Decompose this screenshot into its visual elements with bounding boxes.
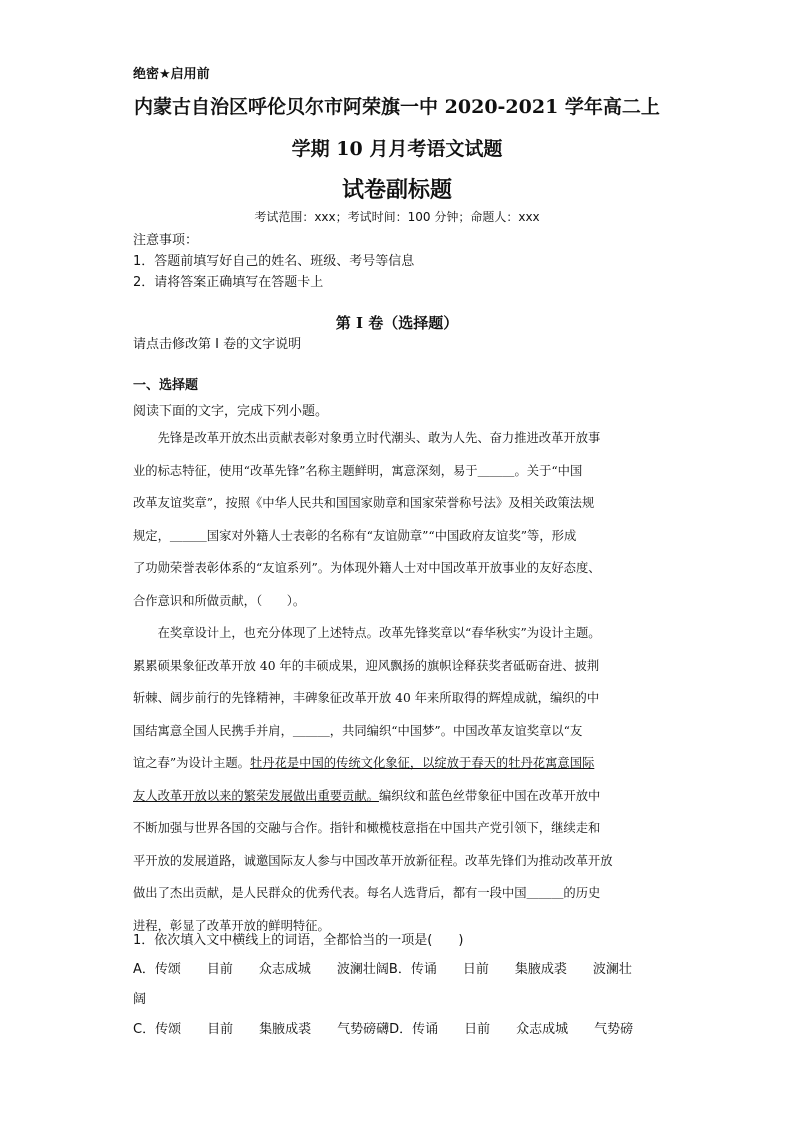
section-instruction: 阅读下面的文字，完成下列小题。: [133, 404, 329, 419]
passage-segment: 谊之春”为设计主题。: [133, 756, 250, 770]
passage-segment: 编织纹和蓝色丝带象征中国在改革开放中: [378, 788, 601, 803]
passage-line: 合作意识和所做贡献，（ ）。: [133, 593, 306, 608]
notes-heading: 注意事项：: [133, 233, 199, 248]
passage-line: 先锋是改革开放杰出贡献表彰对象勇立时代潮头、敢为人先、奋力推进改革开放事: [133, 431, 601, 445]
notes-item: 2．请将答案正确填写在答题卡上: [133, 275, 324, 290]
question-stem: 1．依次填入文中横线上的词语，全都恰当的一项是( ): [133, 933, 464, 948]
volume-title: 第 I 卷（选择题）: [335, 314, 459, 332]
notes-block: [133, 230, 414, 293]
passage-line: 斩棘、阔步前行的先锋精神，丰碑象征改革开放 40 年来所取得的辉煌成就，编织的中: [133, 691, 600, 705]
passage-line: 进程，彰显了改革开放的鲜明特征。: [133, 918, 330, 933]
option-b: B．传诵 日前 集腋成裘 波澜壮: [388, 962, 632, 977]
notes-item: 1．答题前填写好自己的姓名、班级、考号等信息: [133, 254, 415, 269]
passage-line: 国结寓意全国人民携手并肩，＿＿＿，共同编织“中国梦”。中国改革友谊奖章以“友: [133, 723, 583, 738]
exam-title-line1: 内蒙古自治区呼伦贝尔市阿荣旗一中 2020-2021 学年高二上: [134, 96, 660, 118]
passage-line: 了功勋荣誉表彰体系的“友谊系列”。为体现外籍人士对中国改革开放事业的友好态度、: [133, 561, 601, 575]
underlined-sentence-part2: 友人改革开放以来的繁荣发展做出重要贡献。: [133, 788, 379, 803]
passage-line: 业的标志特征，使用“改革先锋”名称主题鲜明，寓意深刻，易于＿＿＿。关于“中国: [133, 463, 583, 478]
secret-mark: 绝密★启用前: [133, 67, 210, 82]
option-d: D．传诵 日前 众志成城 气势磅: [389, 1022, 634, 1037]
underlined-sentence-part1: 牡丹花是中国的传统文化象征，以绽放于春天的牡丹花寓意国际: [249, 756, 595, 770]
passage-line-mixed: [133, 753, 668, 786]
passage-line: 累累硕果象征改革开放 40 年的丰硕成果，迎风飘扬的旗帜诠释获奖者砥砺奋进、披荆: [133, 658, 600, 673]
passage-line: 平开放的发展道路，诚邀国际友人参与中国改革开放新征程。改革先锋们为推动改革开放: [133, 853, 613, 868]
answer-options: [133, 958, 668, 1048]
section-title: 一、选择题: [133, 378, 199, 393]
option-a: A．传颂 目前 众志成城 波澜壮阔: [133, 962, 389, 977]
passage-line-mixed: [133, 786, 668, 819]
option-c: C．传颂 目前 集腋成裘 气势磅礴: [133, 1022, 390, 1037]
passage-line: 规定，＿＿＿国家对外籍人士表彰的名称有“友谊勋章”“中国政府友谊奖”等，形成: [133, 528, 577, 543]
passage-line: 改革友谊奖章”，按照《中华人民共和国国家勋章和国家荣誉称号法》及相关政策法规: [133, 496, 595, 510]
passage-line: 在奖章设计上，也充分体现了上述特点。改革先锋奖章以“春华秋实”为设计主题。: [133, 626, 601, 640]
option-row-wrap: 阔: [133, 992, 147, 1007]
passage-line: 不断加强与世界各国的交融与合作。指针和橄榄枝意指在中国共产党引领下，继续走和: [133, 821, 601, 835]
option-row: [133, 958, 668, 988]
reading-passage: [133, 428, 668, 948]
volume-description: 请点击修改第 I 卷的文字说明: [133, 337, 302, 352]
option-row: [133, 1018, 668, 1048]
exam-title-line2: 学期 10 月月考语文试题: [291, 138, 503, 160]
passage-line: 做出了杰出贡献，是人民群众的优秀代表。每名人选背后，都有一段中国＿＿＿的历史: [133, 886, 601, 900]
paper-subtitle: 试卷副标题: [341, 177, 452, 203]
exam-info: 考试范围：xxx；考试时间：100 分钟；命题人：xxx: [254, 210, 540, 224]
